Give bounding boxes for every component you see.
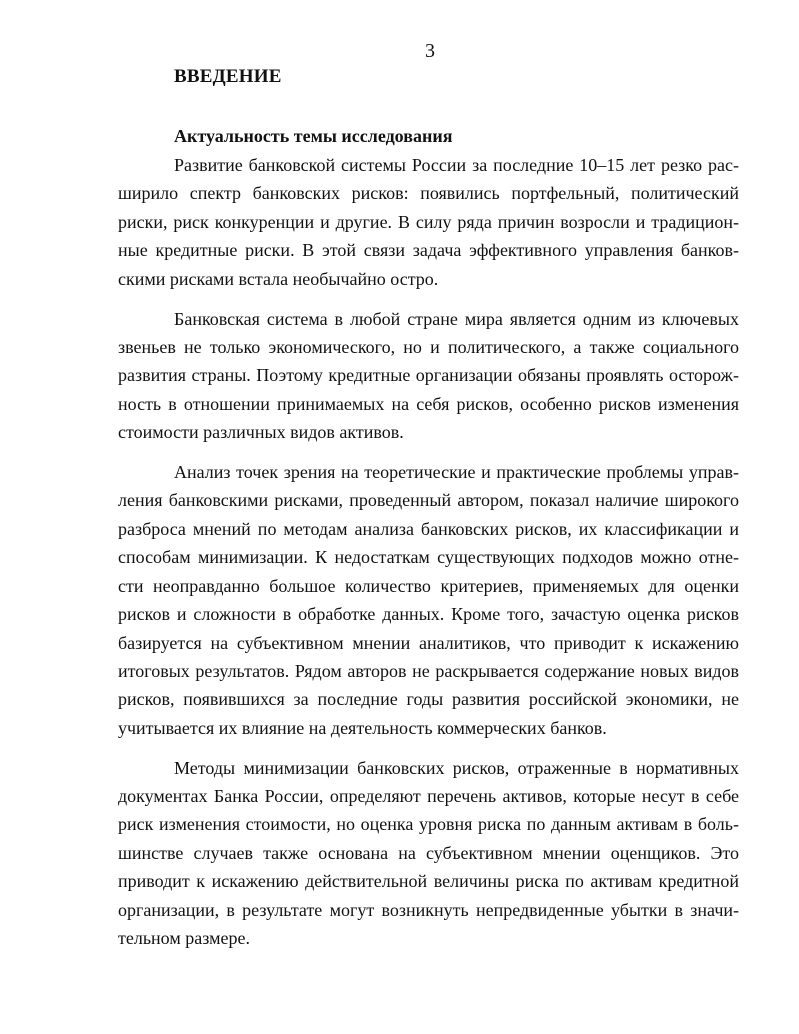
text-line: ные кредитные риски. В этой связи задача эффективного управления банков- [118, 240, 739, 261]
text-line: итоговых результатов. Рядом авторов не раскрывается содержание новых видов [118, 660, 739, 681]
text-line: Анализ точек зрения на теоретические и практические проблемы управ- [174, 462, 739, 483]
text-line: разброса мнений по методам анализа банковских рисков, их классификации и [118, 518, 739, 539]
text-line: Банковская система в любой стране мира является одним из ключевых [174, 308, 739, 329]
text-line: ширило спектр банковских рисков: появились портфельный, политический [118, 183, 739, 204]
subsection-heading: Актуальность темы исследования [174, 126, 453, 146]
text-line: ность в отношении принимаемых на себя рисков, особенно рисков изменения [118, 393, 739, 414]
text-line: ления банковскими рисками, проведенный автором, показал наличие широкого [118, 490, 739, 511]
text-line: звеньев не только экономического, но и политического, а также социального [118, 336, 739, 357]
text-line: шинстве случаев также основана на субъективном мнении оценщиков. Это [118, 842, 739, 863]
paragraph [118, 754, 739, 953]
text-line: базируется на субъективном мнении аналитиков, что приводит к искажению [118, 632, 739, 653]
text-line: риск изменения стоимости, но оценка уровня риска по данным активам в боль- [118, 814, 739, 835]
text-line: рисков и сложности в обработке данных. Кроме того, зачастую оценка рисков [118, 604, 739, 625]
text-line: учитывается их влияние на деятельность коммерческих банков. [118, 717, 607, 738]
text-line: развития страны. Поэтому кредитные организации обязаны проявлять осторож- [118, 365, 739, 386]
section-heading: ВВЕДЕНИЕ [174, 66, 282, 87]
text-line: организации, в результате могут возникнуть непредвиденные убытки в значи- [118, 899, 739, 920]
page-number: 3 [425, 40, 435, 62]
text-line: Развитие банковской системы России за последние 10–15 лет резко рас- [174, 155, 739, 175]
text-line: тельном размере. [118, 928, 250, 949]
text-line: Методы минимизации банковских рисков, отраженные в нормативных [174, 757, 739, 778]
paragraph [118, 151, 739, 293]
text-line: приводит к искажению действительной величины риска по активам кредитной [118, 871, 739, 892]
text-line: скими рисками встала необычайно остро. [118, 268, 439, 289]
text-line: способам минимизации. К недостаткам существующих подходов можно отне- [118, 547, 739, 568]
paragraph [118, 458, 739, 742]
body-text [118, 151, 739, 964]
text-line: рисков, появившихся за последние годы развития российской экономики, не [118, 689, 739, 710]
text-line: документах Банка России, определяют перечень активов, которые несут в себе [118, 786, 739, 807]
text-line: сти неоправданно большое количество критериев, применяемых для оценки [118, 575, 739, 596]
text-line: риски, риск конкуренции и другие. В силу ряда причин возросли и традицион- [118, 211, 739, 232]
paragraph [118, 305, 739, 447]
text-line: стоимости различных видов активов. [118, 422, 404, 443]
